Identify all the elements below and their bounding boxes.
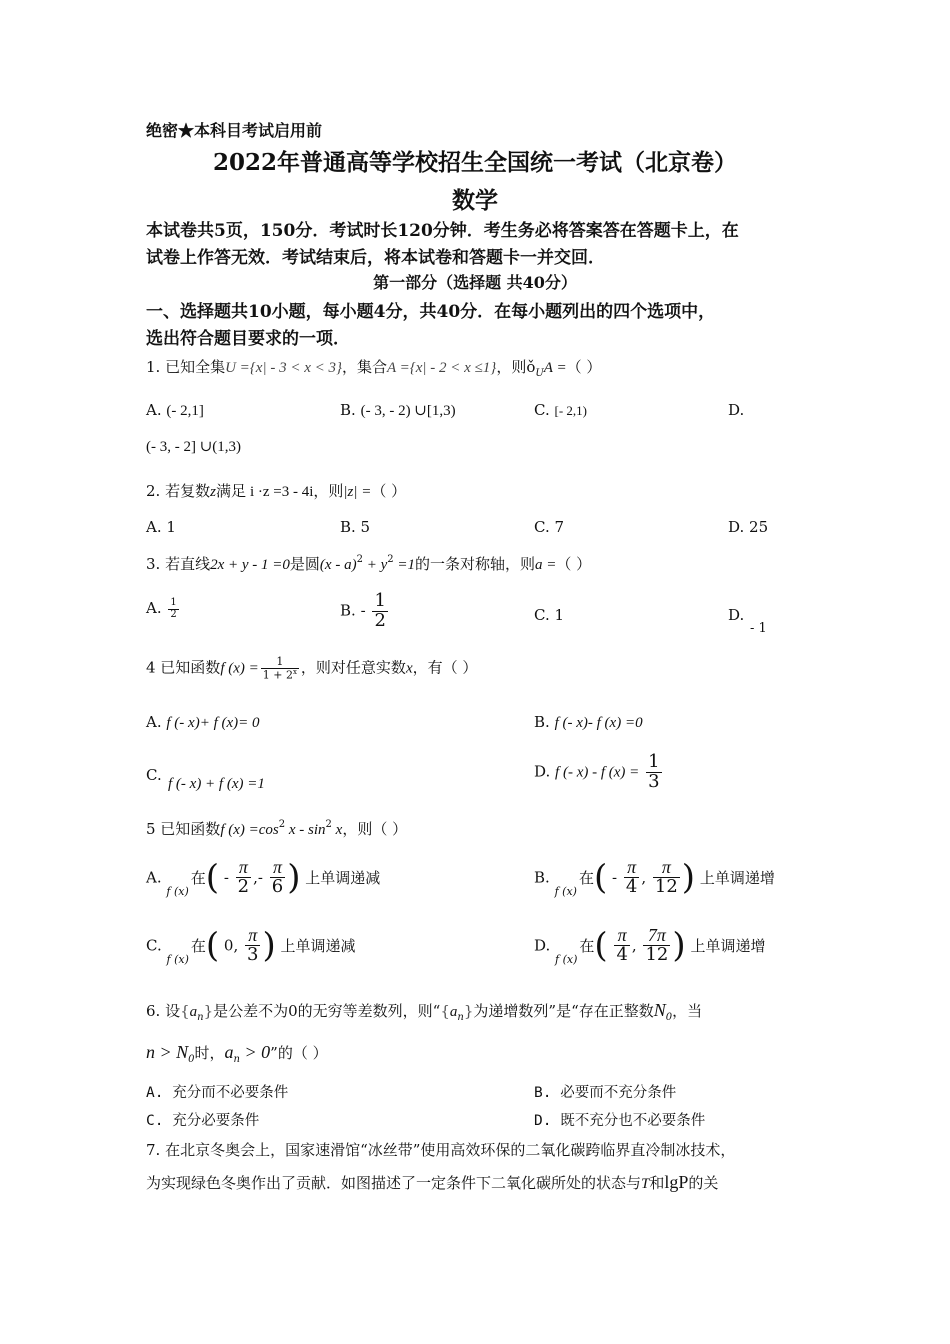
option-value: f (- x)- f (x) =0 xyxy=(554,715,643,731)
word-zai: 在 xyxy=(190,936,206,955)
question-5-stem xyxy=(146,818,407,839)
minus-sign: - xyxy=(257,868,263,887)
interval-description: 上单调递减 xyxy=(280,936,356,955)
subscript: n xyxy=(457,1012,464,1023)
right-paren: ) xyxy=(287,857,301,898)
fraction xyxy=(168,598,178,620)
comma: , xyxy=(253,868,258,887)
answer-blank: （ ） xyxy=(566,358,602,376)
fraction xyxy=(624,858,639,897)
q6-mid: 是公差不为0的无穷等差数列，则“ xyxy=(213,1002,441,1020)
answer-blank: ”的（ ） xyxy=(270,1044,328,1062)
denominator: 3 xyxy=(648,770,660,792)
question-6-stem-line-1: 6. 设$\{a_n\}$是公差不为0的无穷等差数列，则“$\{a_n\}$为递增数列”是“存在正整数$N_0$，当 xyxy=(146,1000,703,1023)
q4-tail: ，则对任意实数 xyxy=(300,658,406,677)
q4-prefix: 4 已知函数 xyxy=(146,658,221,677)
comma: , xyxy=(233,936,239,955)
circle-term: + y xyxy=(362,557,388,573)
option-label: D. xyxy=(534,936,551,955)
denominator: 2 xyxy=(237,875,250,897)
set-a: A ={x| - 2 < x ≤1} xyxy=(387,360,497,376)
subject-title: 数学 xyxy=(452,187,498,214)
numerator: π xyxy=(653,858,680,878)
q3-option-c xyxy=(534,606,564,624)
q6-option-b: B. 必要而不充分条件 xyxy=(534,1085,677,1101)
section-heading-line-1: 一、选择题共10小题，每小题4分，共40分．在每小题列出的四个选项中， xyxy=(146,302,716,322)
numerator: 1 xyxy=(374,590,386,611)
right-paren: ) xyxy=(681,857,696,898)
var-z: z xyxy=(210,484,216,500)
option-label: C. xyxy=(534,401,550,419)
q5-option-d xyxy=(534,926,765,966)
option-value: f (- x)+ f (x)= 0 xyxy=(166,715,260,731)
fraction xyxy=(646,753,661,792)
fraction xyxy=(270,858,285,897)
q3-option-b xyxy=(340,592,390,631)
q2-option-a: A. 1 xyxy=(146,518,176,536)
function-def: f (x) =cos xyxy=(220,822,279,838)
sequence: a xyxy=(189,1004,198,1020)
q3-tail: 的一条对称轴，则 xyxy=(414,555,535,573)
q2-option-b: B. 5 xyxy=(340,518,371,536)
q1-mid: ，集合 xyxy=(341,358,387,376)
minus-sign: - xyxy=(223,868,229,887)
option-label: D. xyxy=(728,606,745,624)
option-value: (- 3, - 2] ∪(1,3) xyxy=(146,439,242,455)
question-7-line-1: 7. 在北京冬奥会上，国家速滑馆“冰丝带”使用高效环保的二氧化碳跨临界直冷制冰技术， xyxy=(146,1141,736,1159)
question-7-line-2 xyxy=(146,1172,718,1193)
numerator: π xyxy=(624,858,639,878)
circle-term: (x - a) xyxy=(319,557,357,573)
sequence-term: a xyxy=(224,1042,234,1062)
option-label: C. xyxy=(146,936,162,955)
option-value: f (- x) - f (x) = xyxy=(555,764,640,781)
fraction xyxy=(372,592,387,631)
option-label: A. xyxy=(146,868,162,887)
left-paren: ( xyxy=(205,925,220,966)
q4-option-c-label: C. xyxy=(146,766,162,784)
fraction xyxy=(236,858,251,897)
option-label: B. xyxy=(340,401,356,419)
minus-sign: - xyxy=(612,868,618,887)
denominator: 2 xyxy=(170,608,177,620)
denominator: 4 xyxy=(616,943,628,965)
numerator: π xyxy=(270,858,285,878)
var-lgP: lgP xyxy=(664,1172,689,1192)
complement-symbol: ǒ xyxy=(526,358,536,376)
set-u: U ={x| - 3 < x < 3} xyxy=(225,360,342,376)
question-6-stem-line-2 xyxy=(146,1042,328,1065)
exponent: x xyxy=(292,667,297,676)
option-label: D. xyxy=(534,762,551,781)
subscript: 0 xyxy=(665,1012,673,1023)
confidential-label: 绝密★本科目考试启用前 xyxy=(146,121,323,140)
subscript: 0 xyxy=(188,1054,195,1065)
line-equation: 2x + y - 1 =0 xyxy=(210,557,290,573)
option-value: (- 3, - 2) ∪[1,3) xyxy=(360,403,456,419)
q3-prefix: 3. 若直线 xyxy=(146,555,211,573)
exponent: 2 xyxy=(278,819,286,830)
q1-option-c xyxy=(534,401,587,419)
numerator: 1 xyxy=(170,597,177,608)
minus-sign: - xyxy=(360,601,366,620)
exponent: 2 xyxy=(325,819,332,830)
complement-subscript: U xyxy=(535,368,544,379)
instructions-line-1: 本试卷共5页，150分．考试时长120分钟．考生务必将答案答在答题卡上，在 xyxy=(146,221,739,241)
exam-title: 2022年普通高等学校招生全国统一考试（北京卷） xyxy=(212,149,737,176)
q1-ask: ，则 xyxy=(496,358,527,376)
q1-option-d-value xyxy=(146,437,241,456)
var-N: N xyxy=(653,1000,666,1020)
subscript: n xyxy=(197,1012,204,1023)
option-label: B. xyxy=(534,713,550,731)
option-value: (- 2,1] xyxy=(166,403,204,419)
q6-option-a: A. 充分而不必要条件 xyxy=(146,1085,289,1101)
inequality: > 0 xyxy=(240,1042,271,1062)
denominator xyxy=(261,669,299,681)
left-paren: ( xyxy=(593,857,608,898)
left-paren: ( xyxy=(205,857,220,898)
denominator: 2 xyxy=(374,609,386,631)
question-4-stem xyxy=(146,656,477,681)
var-x: x xyxy=(405,660,413,677)
q4-option-c-value xyxy=(168,774,265,793)
fraction xyxy=(614,926,629,965)
word-zai: 在 xyxy=(578,868,594,887)
fraction xyxy=(261,656,299,681)
part-one-heading: 第一部分（选择题 共40分） xyxy=(373,273,577,292)
numerator: 7π xyxy=(643,926,670,946)
q7-text: 为实现绿色冬奥作出了贡献．如图描述了一定条件下二氧化碳所处的状态与 xyxy=(146,1174,642,1192)
exponent: 2 xyxy=(387,554,394,565)
q1-option-d-label: D. xyxy=(728,401,745,419)
question-1-stem xyxy=(146,356,601,379)
numerator: π xyxy=(245,926,260,946)
q1-option-b xyxy=(340,401,456,420)
comma: , xyxy=(631,936,637,955)
option-label: B. xyxy=(534,868,550,887)
q6-when: 时， xyxy=(194,1044,225,1062)
q7-tail: 的关 xyxy=(688,1174,719,1192)
option-value: f (- x) + f (x) =1 xyxy=(168,776,265,792)
option-value: [- 2,1) xyxy=(554,403,587,418)
q2-mid: 满足 xyxy=(215,482,246,500)
answer-blank: （ ） xyxy=(556,555,592,573)
q3-mid: 是圆 xyxy=(289,555,320,573)
option-label: C. xyxy=(534,606,550,624)
q4-option-b xyxy=(534,713,643,732)
equation: i ·z =3 - 4i xyxy=(249,484,314,500)
instructions-line-2: 试卷上作答无效．考试结束后，将本试卷和答题卡一并交回． xyxy=(146,248,605,268)
denominator-base: 1 + 2 xyxy=(262,668,293,682)
q6-option-d: D. 既不充分也不必要条件 xyxy=(534,1113,706,1129)
option-label: B. xyxy=(340,601,356,620)
numerator: π xyxy=(614,926,629,946)
interval-description: 上单调递减 xyxy=(305,868,381,887)
zero: 0 xyxy=(223,936,234,955)
fraction xyxy=(643,926,670,965)
interval-description: 上单调递增 xyxy=(690,936,766,955)
q5-option-c xyxy=(146,926,356,966)
sequence: a xyxy=(449,1004,458,1020)
word-zai: 在 xyxy=(579,936,595,955)
exponent: 2 xyxy=(356,554,363,565)
numerator: π xyxy=(236,858,251,878)
denominator: 6 xyxy=(271,875,284,897)
answer-blank: ，则（ ） xyxy=(342,820,408,838)
q6-prefix: 6. 设 xyxy=(146,1002,181,1020)
function-def: x - sin xyxy=(285,822,326,838)
q2-option-d: D. 25 xyxy=(728,518,769,536)
function-name: f (x) xyxy=(166,885,189,899)
function-name: f (x) xyxy=(555,953,578,967)
q6-tail: ，当 xyxy=(672,1002,703,1020)
denominator: 12 xyxy=(654,875,678,897)
var-a: a = xyxy=(535,557,557,573)
denominator: 4 xyxy=(625,875,638,897)
q5-prefix: 5 已知函数 xyxy=(146,820,221,838)
q3-option-d-value: - 1 xyxy=(750,621,767,636)
inequality: n > N xyxy=(146,1042,189,1062)
function-name: f (x) xyxy=(166,953,189,967)
section-heading-line-2: 选出符合题目要求的一项． xyxy=(146,329,350,349)
option-label: A. xyxy=(146,401,162,419)
question-3-stem xyxy=(146,553,591,574)
q6-option-c: C. 充分必要条件 xyxy=(146,1113,260,1129)
fraction xyxy=(653,858,680,897)
q4-option-d xyxy=(534,753,664,792)
q2-ask: ，则 xyxy=(313,482,344,500)
q2-prefix: 2. 若复数 xyxy=(146,482,211,500)
interval-description: 上单调递增 xyxy=(699,868,775,887)
q1-tail: A = xyxy=(543,360,567,376)
right-paren: ) xyxy=(672,925,686,966)
q6-mid2: 为递增数列”是“存在正整数 xyxy=(473,1002,654,1020)
q3-option-d xyxy=(728,606,744,624)
denominator: 12 xyxy=(645,943,669,965)
var-T: T xyxy=(641,1176,650,1192)
q5-option-a xyxy=(146,858,380,898)
comma: , xyxy=(641,868,647,887)
q7-and: 和 xyxy=(649,1174,665,1192)
numerator: 1 xyxy=(648,751,660,772)
circle-term: =1 xyxy=(393,557,415,573)
option-value: 1 xyxy=(554,606,565,624)
function-name: f (x) xyxy=(554,885,577,899)
question-2-stem xyxy=(146,480,406,501)
answer-blank: ，有（ ） xyxy=(412,658,478,677)
denominator: 3 xyxy=(247,943,259,965)
right-paren: ) xyxy=(262,925,276,966)
q2-option-c: C. 7 xyxy=(534,518,565,536)
option-label: A. xyxy=(146,599,162,617)
answer-blank: （ ） xyxy=(371,482,407,500)
word-zai: 在 xyxy=(190,868,206,887)
q3-option-a xyxy=(146,598,181,620)
fraction xyxy=(245,926,260,965)
function-def: x xyxy=(331,822,343,838)
q1-option-a xyxy=(146,401,204,420)
function-def: f (x) = xyxy=(220,660,259,677)
q5-option-b xyxy=(534,858,775,898)
left-paren: ( xyxy=(594,925,608,966)
option-label: A. xyxy=(146,713,162,731)
numerator: 1 xyxy=(261,656,299,669)
modulus: |z| = xyxy=(343,484,372,500)
subscript: n xyxy=(233,1054,240,1065)
q1-prefix: 1. 已知全集 xyxy=(146,358,226,376)
q4-option-a xyxy=(146,713,260,732)
